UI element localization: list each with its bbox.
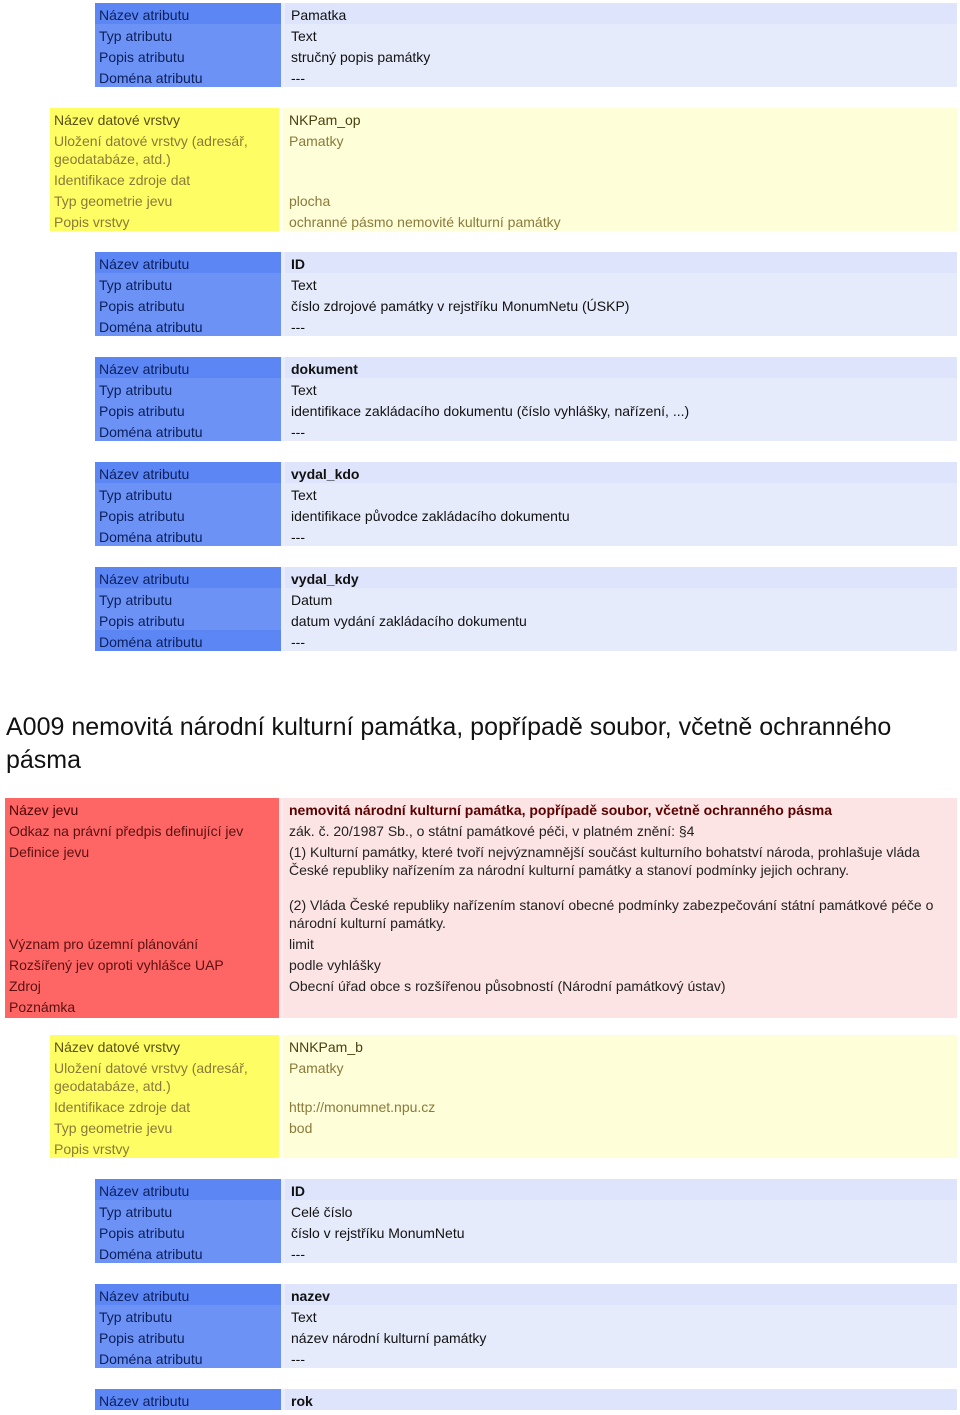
section-heading: A009 nemovitá národní kulturní památka, popřípadě soubor, včetně ochranného pásma <box>6 713 892 774</box>
attr-name-value: rok <box>285 1389 957 1410</box>
attr-type-value: Text <box>285 1305 957 1326</box>
attr-domain-label: Doména atributu <box>95 1242 281 1263</box>
attribute-table-vydal-kdy <box>95 567 957 651</box>
attr-name-value: ID <box>285 1179 957 1200</box>
attr-name-label: Název atributu <box>95 1284 281 1305</box>
attribute-table-vydal-kdo <box>95 462 957 546</box>
layer-name-label: Název datové vrstvy <box>50 1035 279 1056</box>
attr-desc-label: Popis atributu <box>95 609 281 630</box>
layer-desc-label: Popis vrstvy <box>50 210 279 231</box>
attribute-table-pamatka <box>95 3 957 87</box>
attr-desc-label: Popis atributu <box>95 294 281 315</box>
attr-domain-value: --- <box>285 1242 957 1263</box>
attr-name-label: Název atributu <box>95 252 281 273</box>
feature-extended-value: podle vyhlášky <box>283 953 957 974</box>
attr-domain-label: Doména atributu <box>95 525 281 546</box>
attr-name-value: dokument <box>285 357 957 378</box>
attr-desc-label: Popis atributu <box>95 504 281 525</box>
layer-name-label: Název datové vrstvy <box>50 108 279 129</box>
layer-source-label: Identifikace zdroje dat <box>50 1095 279 1116</box>
feature-note-value <box>283 995 957 1018</box>
feature-name-value: nemovitá národní kulturní památka, popřípadě soubor, včetně ochranného pásma <box>283 798 957 819</box>
layer-store-label: Uložení datové vrstvy (adresář, geodatabáze, atd.) <box>50 129 279 168</box>
layer-name-value: NNKPam_b <box>283 1035 957 1056</box>
attr-desc-value: identifikace původce zakládacího dokumentu <box>285 504 957 525</box>
layer-table-nnkpam-b <box>50 1035 957 1158</box>
attr-name-label: Název atributu <box>95 3 281 24</box>
feature-table <box>5 798 957 1018</box>
attr-domain-value: --- <box>285 315 957 336</box>
attr-domain-label: Doména atributu <box>95 66 281 87</box>
layer-name-value: NKPam_op <box>283 108 957 129</box>
feature-law-label: Odkaz na právní předpis definující jev <box>5 819 279 840</box>
feature-planning-label: Význam pro územní plánování <box>5 932 279 953</box>
attr-name-label: Název atributu <box>95 1179 281 1200</box>
layer-desc-label: Popis vrstvy <box>50 1137 279 1158</box>
attr-type-value: Datum <box>285 588 957 609</box>
layer-store-value: Pamatky <box>283 129 957 168</box>
attr-type-label: Typ atributu <box>95 378 281 399</box>
attr-type-label: Typ atributu <box>95 24 281 45</box>
attr-domain-value: --- <box>285 420 957 441</box>
attr-desc-value: číslo v rejstříku MonumNetu <box>285 1221 957 1242</box>
attr-domain-label: Doména atributu <box>95 420 281 441</box>
attr-desc-value: stručný popis památky <box>285 45 957 66</box>
attr-type-label: Typ atributu <box>95 588 281 609</box>
attr-name-label: Název atributu <box>95 357 281 378</box>
attribute-table-id-2 <box>95 1179 957 1263</box>
layer-geom-label: Typ geometrie jevu <box>50 189 279 210</box>
attr-domain-label: Doména atributu <box>95 1347 281 1368</box>
attr-name-label: Název atributu <box>95 567 281 588</box>
layer-store-value: Pamatky <box>283 1056 957 1095</box>
feature-definition-paragraph-2: (2) Vláda České republiky nařízením stanoví obecné podmínky zabezpečování státní památkové péče o národní kulturní památky. <box>289 897 934 931</box>
attr-domain-label: Doména atributu <box>95 315 281 336</box>
attribute-table-nazev <box>95 1284 957 1368</box>
attribute-table-dokument <box>95 357 957 441</box>
attr-desc-value: datum vydání zakládacího dokumentu <box>285 609 957 630</box>
feature-law-value: zák. č. 20/1987 Sb., o státní památkové péči, v platném znění: §4 <box>283 819 957 840</box>
attr-domain-value: --- <box>285 525 957 546</box>
attr-type-value: Text <box>285 24 957 45</box>
attr-name-label: Název atributu <box>95 1389 281 1410</box>
layer-source-value: http://monumnet.npu.cz <box>283 1095 957 1116</box>
attr-desc-value: číslo zdrojové památky v rejstříku MonumNetu (ÚSKP) <box>285 294 957 315</box>
attr-desc-value: název národní kulturní památky <box>285 1326 957 1347</box>
feature-definition-label: Definice jevu <box>5 840 279 932</box>
attr-type-value: Text <box>285 273 957 294</box>
attr-name-label: Název atributu <box>95 462 281 483</box>
layer-source-value <box>283 168 957 189</box>
layer-table-nkpam-op <box>50 108 957 231</box>
attr-type-value: Celé číslo <box>285 1200 957 1221</box>
attr-name-value: vydal_kdy <box>285 567 957 588</box>
attr-type-label: Typ atributu <box>95 1305 281 1326</box>
attr-desc-label: Popis atributu <box>95 45 281 66</box>
attribute-table-id <box>95 252 957 336</box>
layer-desc-value: ochranné pásmo nemovité kulturní památky <box>283 210 957 231</box>
feature-planning-value: limit <box>283 932 957 953</box>
attr-domain-value: --- <box>285 630 957 651</box>
layer-geom-label: Typ geometrie jevu <box>50 1116 279 1137</box>
attr-name-value: nazev <box>285 1284 957 1305</box>
attr-name-value: ID <box>285 252 957 273</box>
feature-note-label: Poznámka <box>5 995 279 1018</box>
feature-definition-value <box>283 840 957 932</box>
attr-type-value: Text <box>285 378 957 399</box>
feature-name-label: Název jevu <box>5 798 279 819</box>
attr-type-label: Typ atributu <box>95 1200 281 1221</box>
attr-desc-label: Popis atributu <box>95 1326 281 1347</box>
attr-desc-value: identifikace zakládacího dokumentu (číslo vyhlášky, nařízení, ...) <box>285 399 957 420</box>
layer-source-label: Identifikace zdroje dat <box>50 168 279 189</box>
attr-type-label: Typ atributu <box>95 483 281 504</box>
layer-desc-value <box>283 1137 957 1158</box>
feature-extended-label: Rozšířený jev oproti vyhlášce UAP <box>5 953 279 974</box>
attr-type-label: Typ atributu <box>95 273 281 294</box>
attribute-table-rok <box>95 1389 957 1410</box>
layer-geom-value: plocha <box>283 189 957 210</box>
attr-desc-label: Popis atributu <box>95 1221 281 1242</box>
attr-desc-label: Popis atributu <box>95 399 281 420</box>
attr-name-value: Pamatka <box>285 3 957 24</box>
feature-definition-paragraph-1: (1) Kulturní památky, které tvoří nejvýznamnější součást kulturního bohatství národa, prohlašuje vláda České republiky nařízením za národní kulturní památky a stanoví podmínky jejich ochrany. <box>289 844 920 878</box>
feature-source-label: Zdroj <box>5 974 279 995</box>
attr-domain-value: --- <box>285 1347 957 1368</box>
layer-store-label: Uložení datové vrstvy (adresář, geodatabáze, atd.) <box>50 1056 279 1095</box>
attr-type-value: Text <box>285 483 957 504</box>
layer-geom-value: bod <box>283 1116 957 1137</box>
feature-source-value: Obecní úřad obce s rozšířenou působností (Národní památkový ústav) <box>283 974 957 995</box>
attr-domain-value: --- <box>285 66 957 87</box>
attr-domain-label: Doména atributu <box>95 630 281 651</box>
attr-name-value: vydal_kdo <box>285 462 957 483</box>
